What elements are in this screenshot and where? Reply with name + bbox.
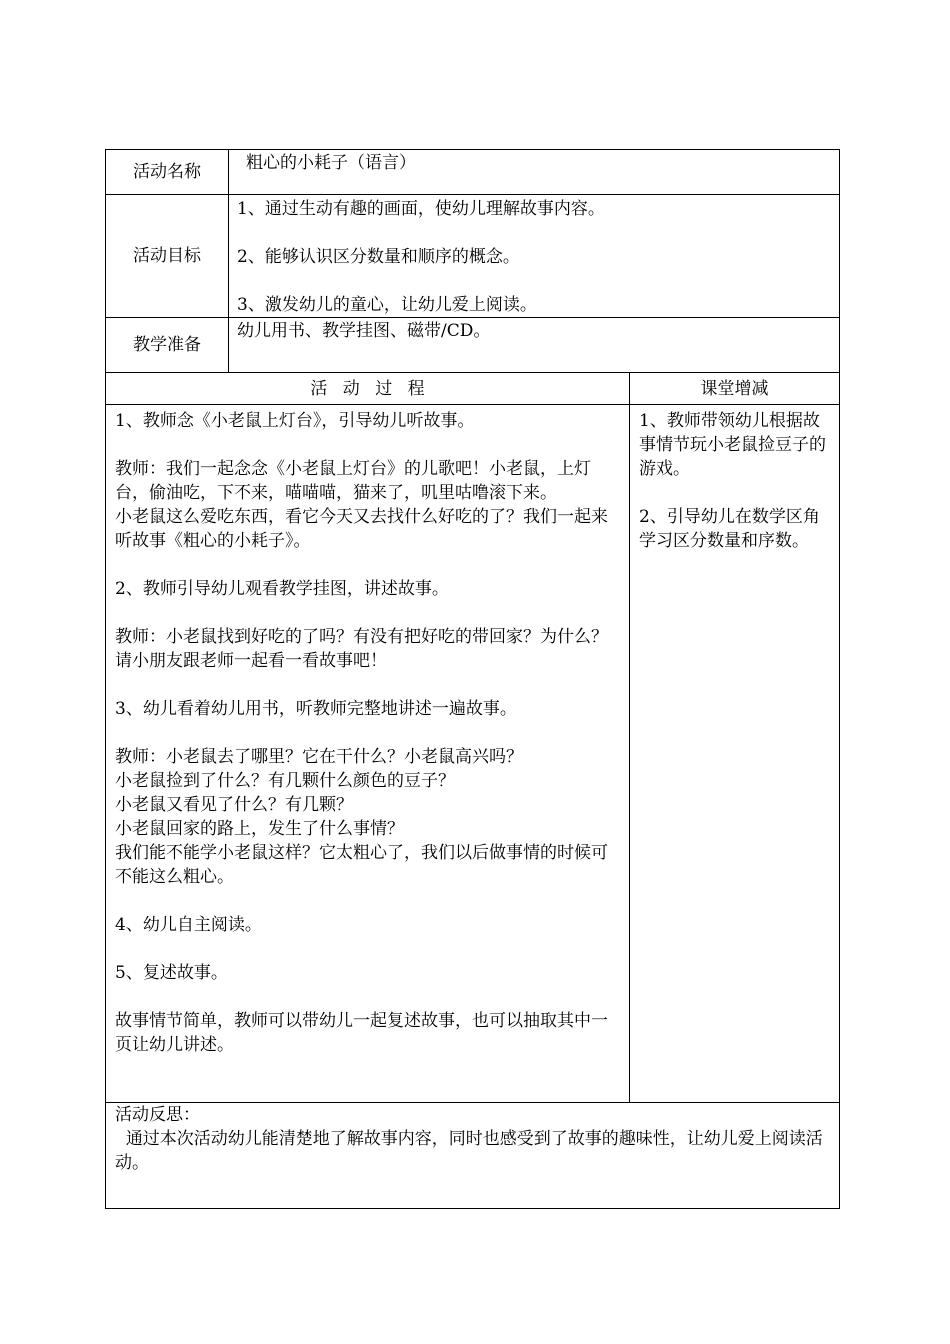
row-activity-name (106, 150, 840, 195)
activity-goals-list (229, 195, 840, 318)
row-teaching-prep (106, 318, 840, 373)
lesson-plan-table (105, 149, 840, 1209)
row-activity-goals (106, 195, 840, 318)
teaching-prep-value: 幼儿用书、教学挂图、磁带/CD。 (229, 318, 840, 373)
activity-goals-label: 活动目标 (106, 195, 229, 318)
row-process-content (106, 405, 840, 1103)
teaching-prep-label: 教学准备 (106, 318, 229, 373)
process-text: 故事情节简单，教师可以带幼儿一起复述故事，也可以抽取其中一页让幼儿讲述。 (115, 1011, 608, 1055)
process-question: 小老鼠回家的路上，发生了什么事情？ (115, 819, 404, 839)
process-step: 5、复述故事。 (115, 963, 228, 983)
activity-name-value: 粗心的小耗子（语言） (229, 150, 840, 195)
process-question: 小老鼠捡到了什么？有几颗什么颜色的豆子？ (115, 771, 455, 791)
process-text: 教师：我们一起念念《小老鼠上灯台》的儿歌吧！小老鼠，上灯台，偷油吃，下不来，喵喵喵，猫来了，叽里咕噜滚下来。 (115, 459, 591, 503)
goal-item: 2、能够认识区分数量和顺序的概念。 (237, 247, 520, 267)
adjust-item: 2、引导幼儿在数学区角学习区分数量和序数。 (639, 507, 820, 551)
process-step: 2、教师引导幼儿观看教学挂图，讲述故事。 (115, 579, 449, 599)
process-text: 小老鼠这么爱吃东西，看它今天又去找什么好吃的了？我们一起来听故事《粗心的小耗子》。 (115, 507, 608, 551)
reflection-content (106, 1103, 840, 1209)
process-question: 教师：小老鼠去了哪里？它在干什么？小老鼠高兴吗？ (115, 747, 523, 767)
adjust-item: 1、教师带领幼儿根据故事情节玩小老鼠捡豆子的游戏。 (639, 411, 826, 479)
process-step: 4、幼儿自主阅读。 (115, 915, 262, 935)
goal-item: 3、激发幼儿的童心，让幼儿爱上阅读。 (237, 295, 537, 315)
process-question: 我们能不能学小老鼠这样？它太粗心了，我们以后做事情的时候可不能这么粗心。 (115, 843, 608, 887)
process-step: 3、幼儿看着幼儿用书，听教师完整地讲述一遍故事。 (115, 699, 517, 719)
reflection-label: 活动反思： (115, 1105, 200, 1125)
process-text: 请小朋友跟老师一起看一看故事吧！ (115, 651, 387, 671)
row-section-headers (106, 373, 840, 405)
adjust-header: 课堂增减 (630, 373, 840, 405)
process-question: 小老鼠又看见了什么？有几颗？ (115, 795, 353, 815)
adjust-content (630, 405, 840, 1103)
reflection-text: 通过本次活动幼儿能清楚地了解故事内容，同时也感受到了故事的趣味性，让幼儿爱上阅读活动。 (115, 1129, 823, 1173)
process-header: 活 动 过 程 (106, 373, 630, 405)
process-content (106, 405, 630, 1103)
goal-item: 1、通过生动有趣的画面，使幼儿理解故事内容。 (237, 199, 605, 219)
activity-name-label: 活动名称 (106, 150, 229, 195)
process-text: 教师：小老鼠找到好吃的了吗？有没有把好吃的带回家？为什么？ (115, 627, 608, 647)
process-step: 1、教师念《小老鼠上灯台》，引导幼儿听故事。 (115, 411, 475, 431)
row-reflection (106, 1103, 840, 1209)
